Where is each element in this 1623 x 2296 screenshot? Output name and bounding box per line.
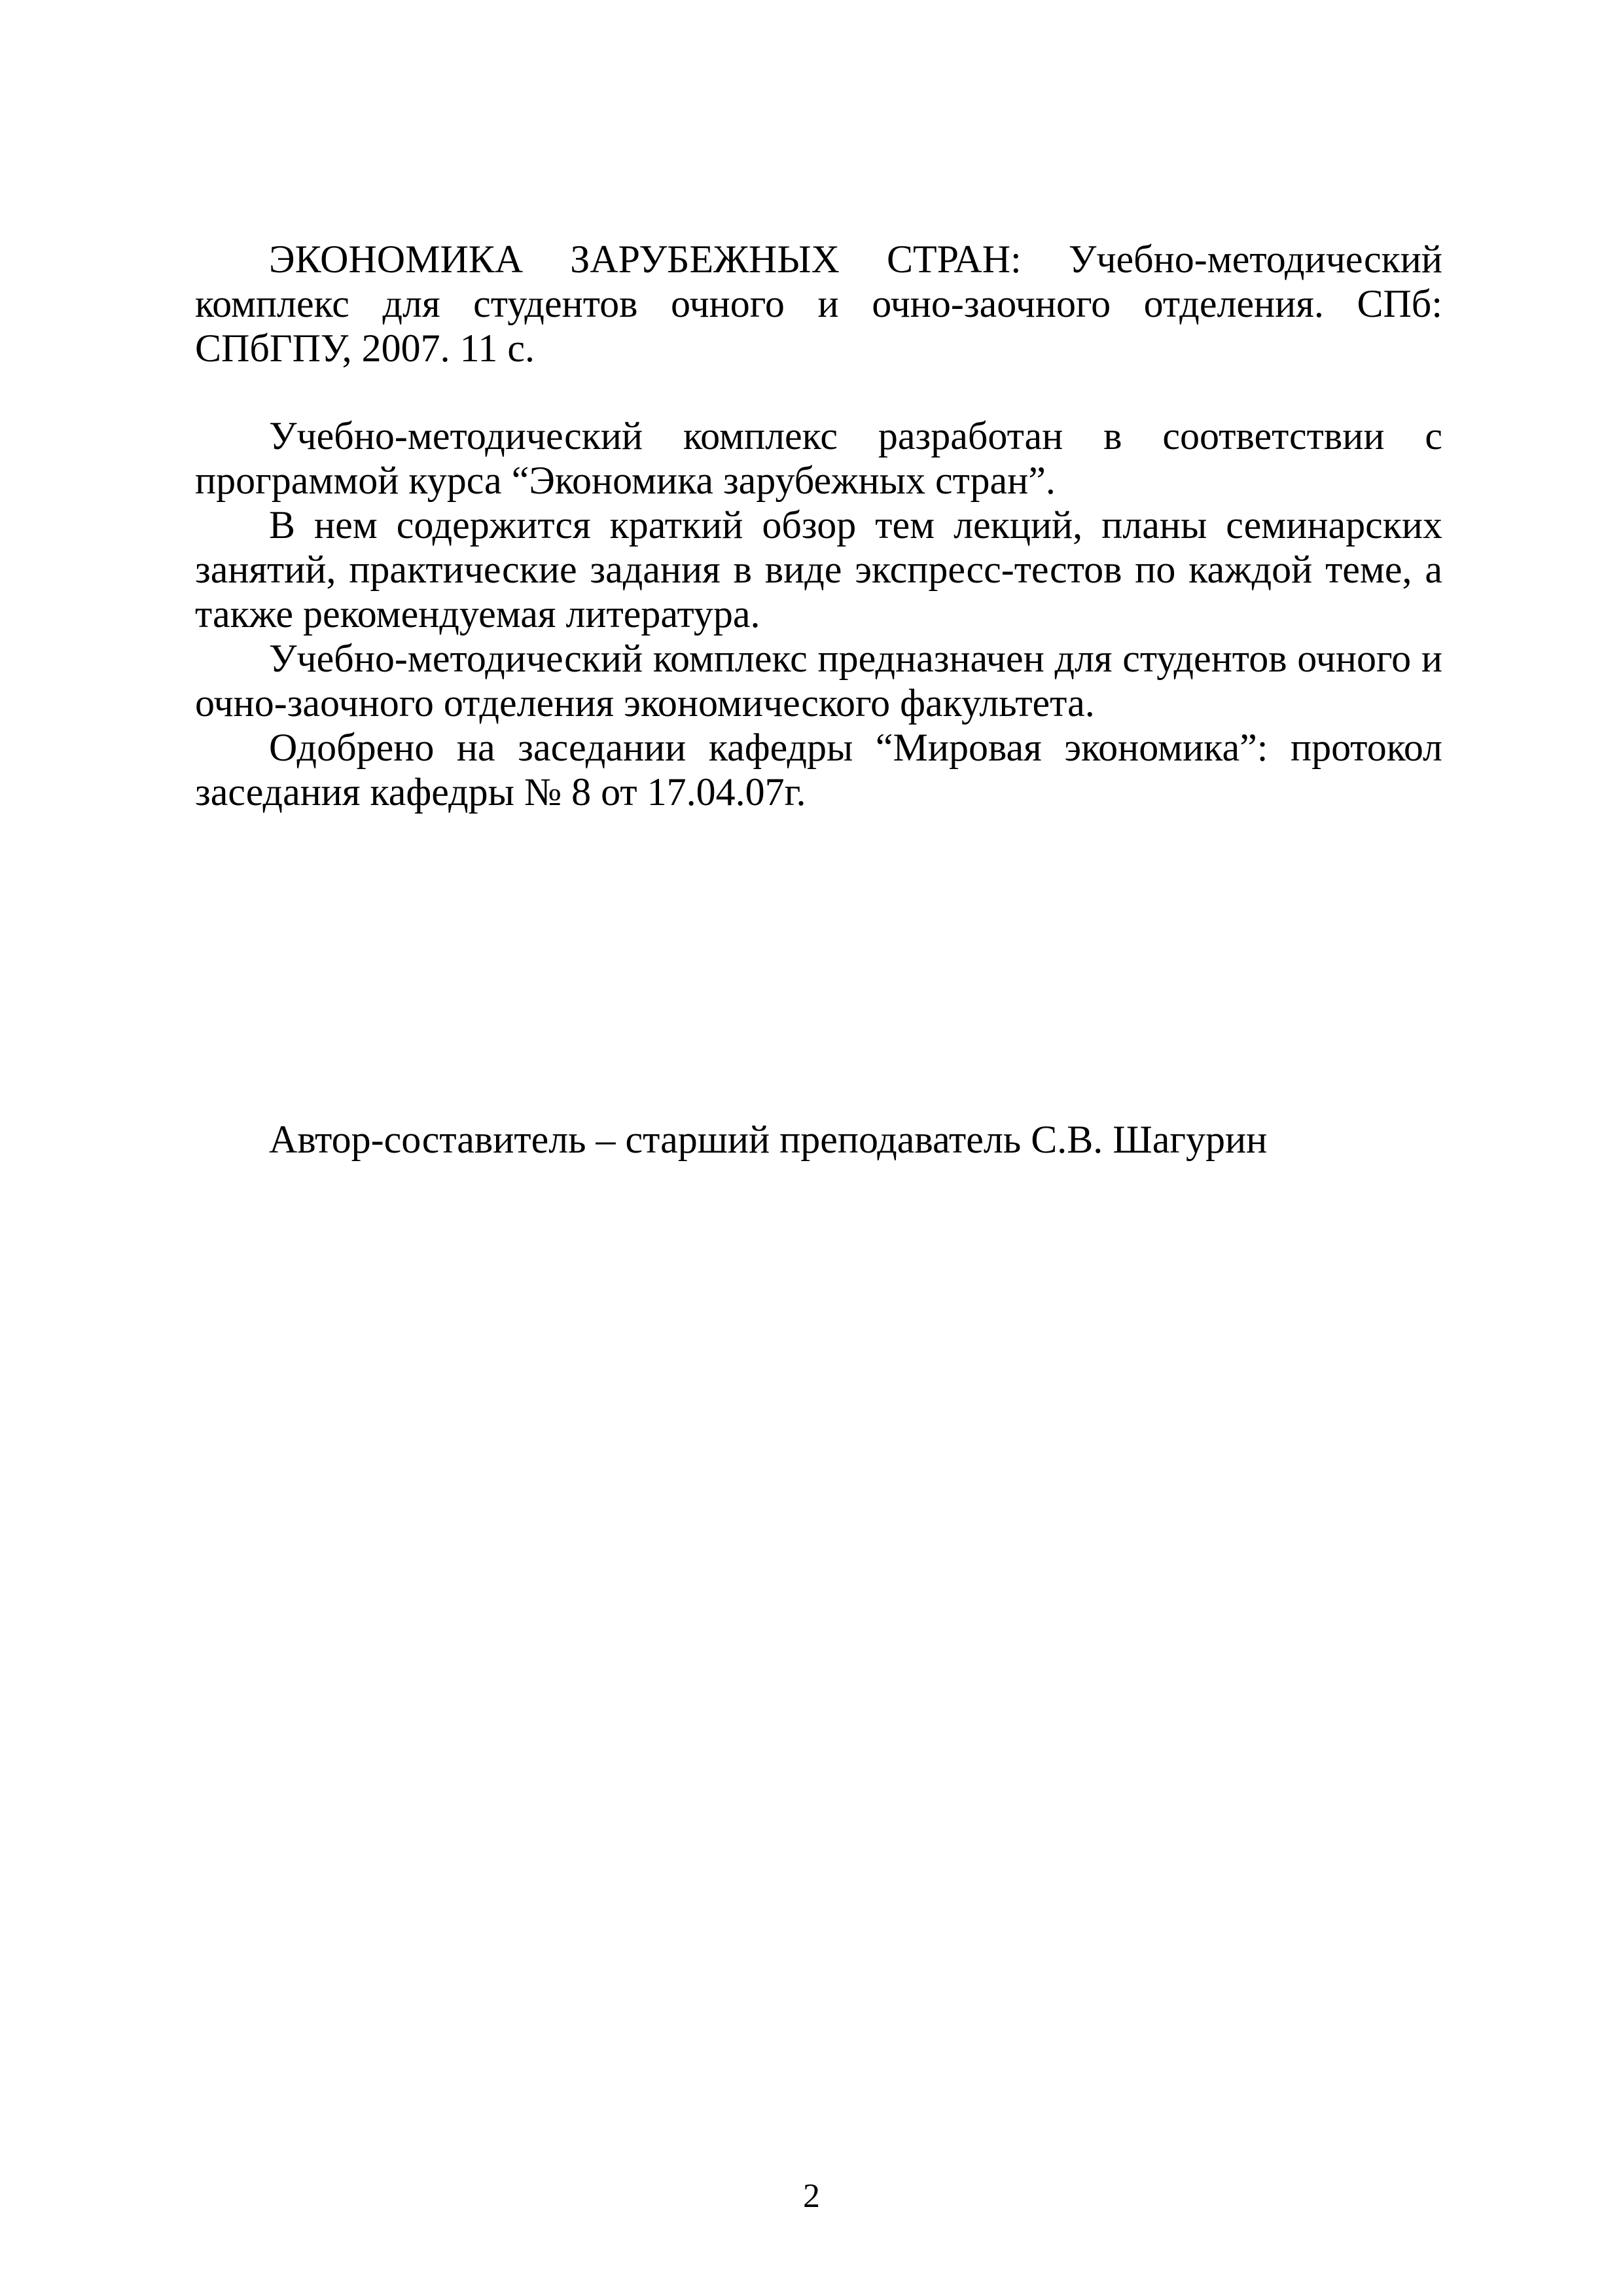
annotation-paragraph-contents: В нем содержится краткий обзор тем лекций, планы семинарских занятий, практические задания в виде экспресс-тестов по каждой теме, а также рекомендуемая литература.	[195, 503, 1442, 636]
page-number: 2	[803, 2178, 820, 2215]
bibliographic-citation	[195, 237, 1442, 370]
annotation-section	[195, 414, 1442, 814]
citation-paragraph: ЭКОНОМИКА ЗАРУБЕЖНЫХ СТРАН: Учебно-методический комплекс для студентов очного и очно-заочного отделения. СПб: СПбГПУ, 2007. 11 с.	[195, 238, 1442, 370]
annotation-paragraph-audience: Учебно-методический комплекс предназначен для студентов очного и очно-заочного отделения экономического факультета.	[195, 637, 1442, 725]
author-compiler: Автор-составитель – старший преподаватель С.В. Шагурин	[269, 1118, 1268, 1161]
annotation-paragraph-approval: Одобрено на заседании кафедры “Мировая экономика”: протокол заседания кафедры № 8 от 17.04.07г.	[195, 726, 1442, 814]
annotation-paragraph-development: Учебно-методический комплекс разработан в соответствии с программой курса “Экономика зарубежных стран”.	[195, 414, 1442, 502]
